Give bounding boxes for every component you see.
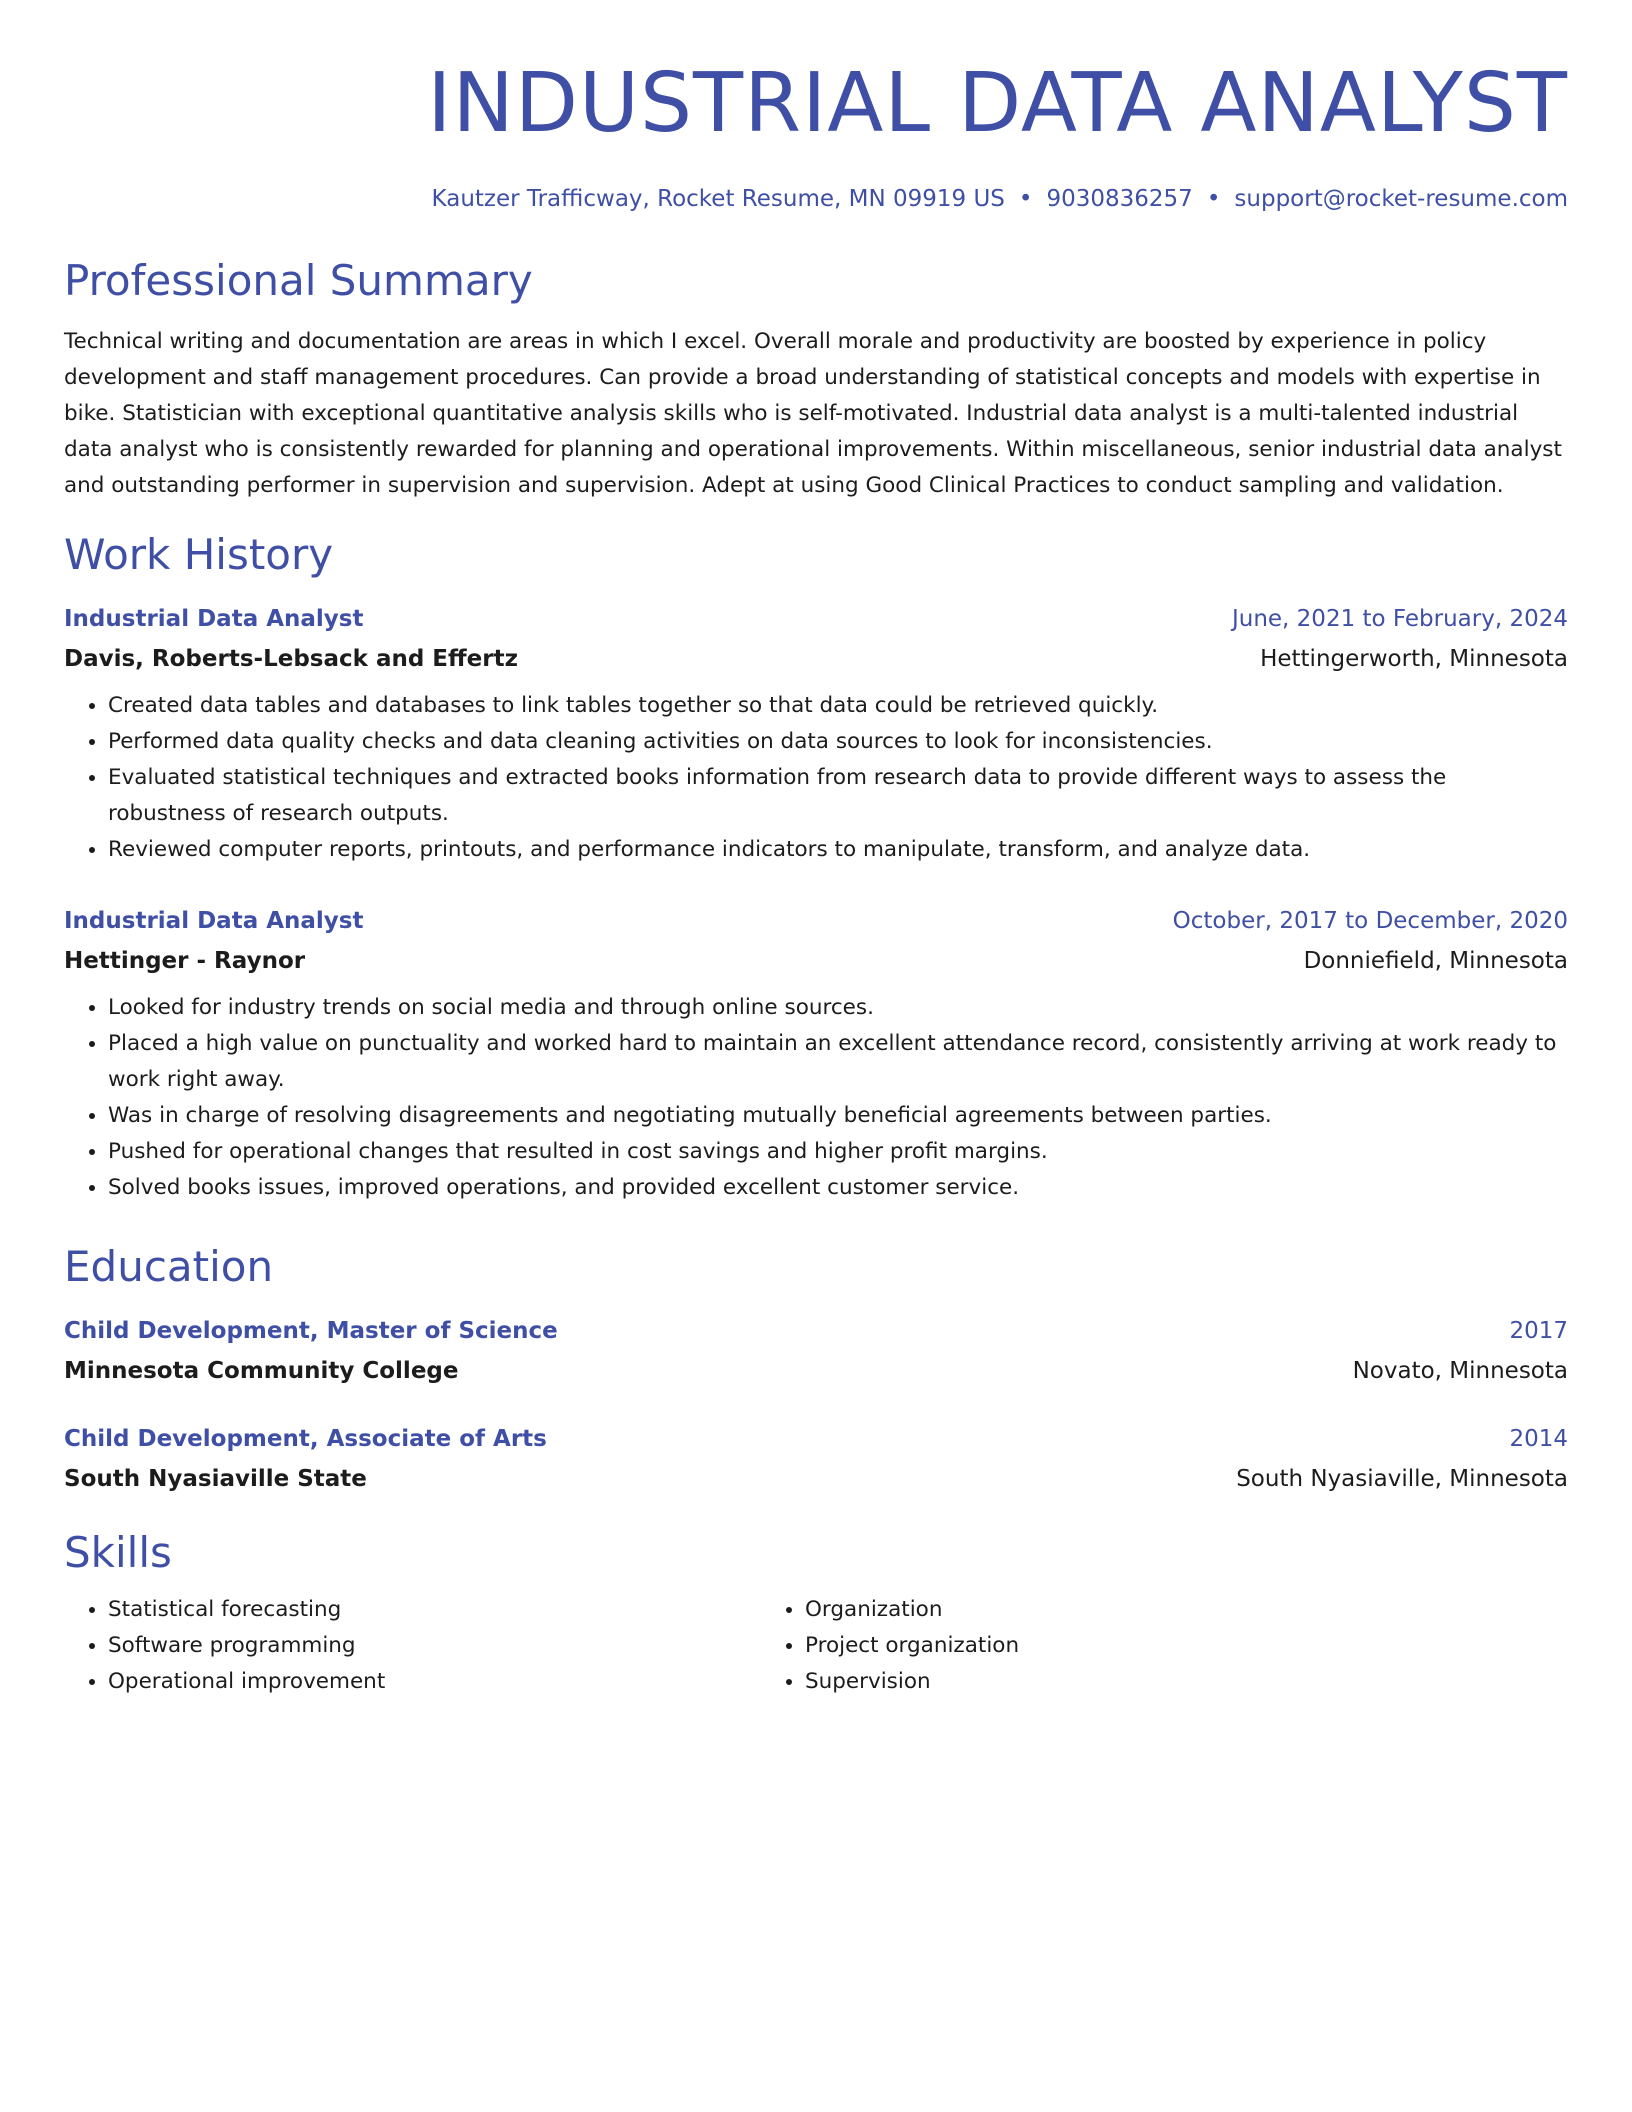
skill-item: • Statistical forecasting xyxy=(108,1592,761,1628)
work-history-heading: Work History xyxy=(64,530,334,579)
skill-item: • Operational improvement xyxy=(108,1664,761,1700)
skill-item: • Software programming xyxy=(108,1628,761,1664)
skill-item: • Organization xyxy=(805,1592,1458,1628)
job-employer: Davis, Roberts-Lebsack and Effertz xyxy=(64,646,518,672)
job-dates: June, 2021 to February, 2024 xyxy=(1231,606,1568,632)
school-location: Novato, Minnesota xyxy=(1352,1358,1568,1384)
school-name: Minnesota Community College xyxy=(64,1358,459,1384)
job-bullet: • Was in charge of resolving disagreements and negotiating mutually beneficial agreements between parties. xyxy=(108,1098,1568,1134)
job-location: Donniefield, Minnesota xyxy=(1303,948,1568,974)
skill-item: • Project organization xyxy=(805,1628,1458,1664)
job-bullet: • Pushed for operational changes that resulted in cost savings and higher profit margins. xyxy=(108,1134,1568,1170)
job-title: Industrial Data Analyst xyxy=(64,606,364,632)
skills-heading: Skills xyxy=(64,1528,172,1577)
job-entry xyxy=(64,604,1568,868)
skills-column-left xyxy=(64,1592,761,1700)
contact-email[interactable]: support@rocket-resume.com xyxy=(1234,186,1568,212)
job-entry xyxy=(64,906,1568,1206)
degree-year: 2014 xyxy=(1509,1426,1568,1452)
education-entry xyxy=(64,1316,1568,1386)
job-bullet: • Solved books issues, improved operations, and provided excellent customer service. xyxy=(108,1170,1568,1206)
school-location: South Nyasiaville, Minnesota xyxy=(1236,1466,1568,1492)
contact-separator: • xyxy=(1018,186,1033,212)
job-bullets xyxy=(64,688,1568,868)
contact-separator: • xyxy=(1206,186,1221,212)
contact-line xyxy=(64,184,1568,214)
education-heading: Education xyxy=(64,1242,274,1291)
job-location: Hettingerworth, Minnesota xyxy=(1260,646,1568,672)
contact-address: Kautzer Trafficway, Rocket Resume, MN 09919 US xyxy=(431,186,1005,212)
education-entry xyxy=(64,1424,1568,1494)
degree-title: Child Development, Associate of Arts xyxy=(64,1426,547,1452)
job-bullet: • Placed a high value on punctuality and worked hard to maintain an excellent attendance record, consistently arriving at work ready to work right away. xyxy=(108,1026,1568,1098)
job-dates: October, 2017 to December, 2020 xyxy=(1172,908,1568,934)
candidate-title: INDUSTRIAL DATA ANALYST xyxy=(427,56,1568,151)
job-bullet: • Performed data quality checks and data cleaning activities on data sources to look for inconsistencies. xyxy=(108,724,1568,760)
degree-year: 2017 xyxy=(1509,1318,1568,1344)
job-bullet: • Evaluated statistical techniques and extracted books information from research data to provide different ways to assess the robustness of research outputs. xyxy=(108,760,1568,832)
degree-title: Child Development, Master of Science xyxy=(64,1318,558,1344)
skills-column-right xyxy=(761,1592,1458,1700)
skill-item: • Supervision xyxy=(805,1664,1458,1700)
summary-heading: Professional Summary xyxy=(64,256,533,305)
contact-phone[interactable]: 9030836257 xyxy=(1046,186,1193,212)
summary-text: Technical writing and documentation are areas in which I excel. Overall morale and productivity are boosted by experience in policy development and staff management procedures. Can provide a broad understanding of statistical concepts and models with expertise in bike. Statistician with exceptional quantitative analysis skills who is self-motivated. Industrial data analyst is a multi-talented industrial data analyst who is consistently rewarded for planning and operational improvements. Within miscellaneous, senior industrial data analyst and outstanding performer in supervision and supervision. Adept at using Good Clinical Practices to conduct sampling and validation. xyxy=(64,329,1562,498)
job-bullets xyxy=(64,990,1568,1206)
job-bullet: • Reviewed computer reports, printouts, and performance indicators to manipulate, transform, and analyze data. xyxy=(108,832,1568,868)
job-bullet: • Created data tables and databases to link tables together so that data could be retrieved quickly. xyxy=(108,688,1568,724)
job-bullet: • Looked for industry trends on social media and through online sources. xyxy=(108,990,1568,1026)
job-title: Industrial Data Analyst xyxy=(64,908,364,934)
job-employer: Hettinger - Raynor xyxy=(64,948,306,974)
school-name: South Nyasiaville State xyxy=(64,1466,367,1492)
skills-list xyxy=(64,1592,1568,1700)
